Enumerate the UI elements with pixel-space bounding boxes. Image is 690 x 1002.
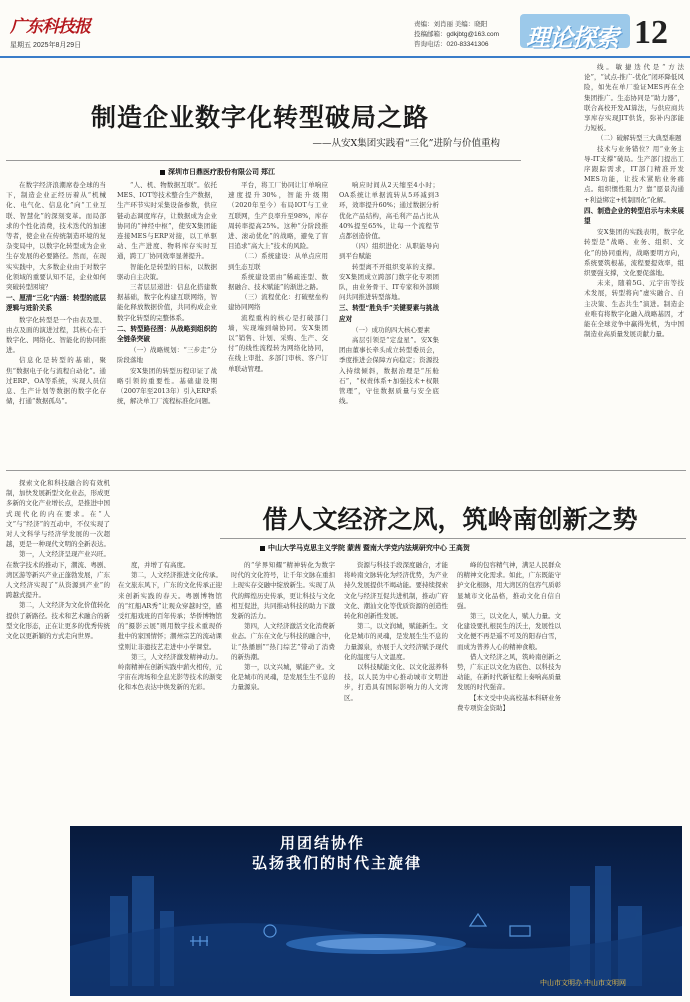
paragraph: 系统建设需由“稀疏连型、数据融合、技术赋能”的渐进之路。	[228, 272, 328, 292]
paragraph: 峰的包容精气神，满足人民群众的精神文化需求。如此，广东既能守护文化根脉，用大湾区的包容气质彰显城市文化品格，推动文化自信自强。	[457, 561, 561, 610]
article2-byline-text: 中山大学马克思主义学院 蒙茜 暨南大学党内法规研究中心 王高贺	[268, 545, 470, 552]
paragraph: 第二，以文润城，赋能新生。文化是城市的灵魂，是发展生生不息的力量源泉，亦展于人文经济赋予现代化的温度与人文温度。	[344, 622, 448, 661]
paragraph: 第二，人文经济推进文化传承。在文旅东风下，广东的文化传承正迎来创新实践的春天。粤剧博物馆的“红船AR秀”让观众穿越时空，感受红船戏班的百年传承；华侨博物馆的“摄影云展”则用数字技术重现侨批中的家国情怀；潮州宗艺的流动课堂则让非遗技艺走进中小学课堂。	[118, 571, 222, 651]
article2-headline: 借人文经济之风，筑岭南创新之势	[262, 505, 638, 534]
paragraph: 未来，随着5G、元宇宙等技术发展，转型将向“虚实融合、自主决策、生态共生”演进。制造企业唯有将数字化融入战略基因，才能在全球竞争中赢得先机，为中国制造业高质量发展贡献力量。	[584, 279, 684, 339]
masthead-divider	[0, 56, 690, 58]
paragraph: 高层引领是“定盘星”。安X集团由董事长牵头成立转型委员会，季度推进会保障方向稳定；资源投入持续倾斜，数据治理是“压舱石”，“权责体系+加强技术+权限管理”，守住数据质量与安全底线。	[339, 336, 439, 406]
masthead	[0, 0, 690, 62]
article2-rule	[220, 538, 686, 539]
paragraph: （一）战略规划：“三步走”分阶段落地	[117, 346, 217, 365]
page-number: 12	[634, 14, 668, 51]
newspaper-logo: 广东科技报	[10, 17, 90, 37]
paragraph: 转型离不开组织变革的支撑。安X集团成立跨部门数字化专项团队，由业务骨干、IT专家和外部顾问共同推进转型落地。	[339, 262, 439, 302]
article1-column-2	[117, 180, 217, 465]
editor-info	[414, 20, 499, 50]
paragraph: 响应时间从2天缩至4小时；OA系统让单据流转从5环减到3环，效率提升60%；通过数据分析优化产品结构，高毛利产品占比从40%提至65%，让每一个流程节点都创造价值。	[339, 181, 439, 241]
paragraph: 度，并增了有高度。	[131, 561, 190, 569]
issue-date: 星期五 2025年8月29日	[10, 42, 82, 49]
paragraph: 线。敏捷迭代是“方法论”，“试点-推广-优化”闭环降低风险，如先在单厂验证MES再在全集团推广。生态协同是“助力器”，联合高校开发AI算法，与供应商共享库存实现JIT供货，弥补内部能力短板。	[584, 63, 684, 133]
paragraph: 第三，以文化人，赋人力量。文化建设要扎根民生的沃土，发展性以文化便不再是遥不可及的阳春白雪，而成为普养人心的精神食粮。	[457, 612, 561, 651]
paragraph: “人、机、物数据互联”。依托MES、IOT等技术整合生产数据，生产环节实时采集设备参数，供应链动态调度库存，让数据成为企业协同的“神经中枢”，使安X集团能连接MES与ERP对接，以工单驱动、生产进度、物料库存实时互通，跨工厂协同效率显著提升。	[117, 181, 217, 261]
paragraph: （四）组织进化：从职能导向到平台赋能	[339, 242, 439, 261]
paragraph: 安X集团的实践表明，数字化转型是“战略、业务、组织、文化”的协同重构，战略要明方向，系统要筑根基，流程要提效率，组织要强支撑，文化要促落地。	[584, 228, 684, 278]
article2-column-4	[344, 560, 448, 818]
paragraph: 技术与业务错位？用“业务主导-IT支撑”破局。生产部门提出工序跟踪需求，IT部门精准开发MES功能，让技术紧贴业务痛点。组织惯性阻力？靠“愿景沟通+利益绑定+机制固化”化解。	[584, 144, 684, 204]
paragraph: 第二，人文经济为文化价值转化提供了新路径。技术和艺术融合的新型文化形态，正在让更多的优秀传统文化以更新颖的方式走向世界。	[6, 601, 110, 641]
paragraph: （三）流程优化：打破壁垒构建协同网络	[228, 293, 328, 312]
article1-byline-text: 深圳市日鼎医疗股份有限公司 郑江	[168, 169, 275, 176]
paragraph: 借人文经济之风，筑岭南创新之势，广东正以文化为底色、以科技为动能，在新时代新征程上奏响高质量发展的时代强音。	[457, 652, 561, 692]
article1-rule	[6, 160, 521, 161]
article1-byline	[160, 167, 275, 177]
paragraph: 探索文化和科技融合的有效机制，加快发展新型文化业态，形成更多新的文化产业增长点，是推进中国式现代化的内在要求。在“人文”与“经济”的互动中，不仅实现了对人文科学与经济学发展的一次超越，更是一种现代文明的全新表达。	[6, 479, 110, 549]
paragraph: 第四，人文经济激活文化消费新业态。广东在文化与科技的融合中，让“热播剧”“热门综艺”带动了消费的新热潮。	[231, 622, 335, 661]
article1-column-1	[6, 180, 106, 465]
paragraph: 数字化转型是一个由表及里、由点及面的演进过程，其核心在于数字化、网络化、智能化的协同推进。	[6, 315, 106, 355]
byline-square-icon	[260, 546, 265, 551]
paragraph: 第三，人文经济激发精神动力。岭南精神在创新实践中薪火相传，元宇宙在湾场和全息光影等技术的渐变化和本色表达中焕发新的光彩。	[118, 652, 222, 692]
paragraph: （一）成功的四大核心要素	[352, 325, 430, 334]
paragraph: 第一，以文兴城，赋能产业。文化是城市的灵魂，是发展生生不息的力量源泉。	[231, 663, 335, 692]
section-heading: 三、转型“胜负手”关键要素与挑战应对	[339, 304, 439, 323]
paragraph: 三者层层递进：信息化搭建数据基础，数字化构建互联网络，智能化释放数据价值，共同构成企业数字化转型的完整体系。	[117, 283, 217, 322]
section-heading: 四、制造企业的转型启示与未来展望	[584, 206, 684, 226]
paragraph: 智能化是转型的目标，以数据驱动自主决策。	[117, 262, 217, 281]
article2-column-3	[231, 560, 335, 818]
editor-line: 责编：刘肖丽 美编：晓阳	[414, 21, 488, 28]
article-divider	[6, 470, 686, 471]
ad-sponsor: 中山市文明办 中山市文明网	[540, 980, 626, 987]
phone-line: 咨询电话：020-83341306	[414, 41, 489, 48]
article2-column-2	[118, 560, 222, 818]
paragraph: 的“学界知耀”精神转化为数字时代的文化符号，让千年文脉在重扣上现实存交融中绽放新生。实现了从代的辉煌历史传承，更让科技与文化相互促进，共同推动科技的助力下激发新的活力。	[231, 561, 335, 621]
ad-headline-1: 用团结协作	[280, 834, 366, 852]
article2-byline	[260, 543, 470, 553]
article1-column-5	[584, 62, 684, 465]
paragraph: 资源与科技手段深度融合，才能将岭南文脉转化为经济优势，为产业持久发展提供不竭动能。要持续探索文化与经济互促共进机制，推动广府文化、潮汕文化等优质资源的创造性转化和创新性发展。	[344, 561, 448, 621]
paragraph: 【本文受中央高校基本科研业务费专项资金资助】	[457, 693, 561, 712]
byline-square-icon	[160, 170, 165, 175]
article2-column-1	[6, 478, 110, 818]
paragraph: 安X集团的转型历程印证了战略引领的重要性。基础建设期（2007年至2013年）引入ERP系统，解决单工厂流程标准化问题。	[117, 366, 217, 406]
paragraph: （二）破解转型三大典型难题	[597, 134, 682, 143]
article1-subheadline: ——从安X集团实践看“三化”进阶与价值重构	[312, 138, 500, 149]
article1-headline: 制造企业数字化转型破局之路	[90, 103, 429, 132]
section-heading: 二、转型路径图：从战略到组织的全链条突破	[117, 324, 217, 344]
paragraph: 在数字经济浪潮席卷全球的当下，制造企业正经历着从“机械化、电气化、信息化”向“工业互联、智慧化”的深刻变革。而局部求的个性化消费，技术迭代的加速等者，使企业在传统制造环境的复杂变局中，以数字化转型成为企业生存发展的必要路径。然而，在现实实践中，大多数企业由于对数字化领域的重要认知不足，企业如何突破转型困境？	[6, 181, 106, 292]
email-line: 投稿邮箱：gdkjbtg@163.com	[414, 31, 499, 38]
paragraph: 平台，将工厂协同让订单响应速度提升30%，智能升级期（2020年至今）布局IOT与工业互联网，生产良率升至98%，库存周转率提高25%。这种“分阶段推进、滚动优化”的战略，避免了盲目追求“高大上”技术的风险。	[228, 181, 328, 251]
paragraph: 流程重构的核心是打破部门墙，实现端到端协同。安X集团以“销售、计划、采购、生产、交付”的线性流程转为网络化协同，在线上审批、多部门审核、客户订单联动管理。	[228, 313, 328, 373]
article1-column-3	[228, 180, 328, 465]
article1-column-4	[339, 180, 439, 465]
ad-headline-2: 弘扬我们的时代主旋律	[252, 854, 423, 872]
paragraph: 第一，人文经济呈现产业兴旺。在数字技术的推动下，潮流、粤剧、湾区游等新兴产业正蓬勃发展，广东人文经济实现了“从资源到产业”的跨越式提升。	[6, 550, 110, 600]
section-title: 理论探索	[526, 24, 618, 52]
section-heading: 一、厘清“三化”内涵：转型的底层逻辑与进阶关系	[6, 294, 106, 313]
paragraph: （二）系统建设：从单点应用到生态互联	[228, 252, 328, 271]
paragraph: 信息化是转型的基础，聚焦“数据电子化与流程自动化”。通过ERP、OA等系统，实现人员信息、生产计划等数据的数字化存储，打通“数据孤岛”。	[6, 356, 106, 406]
paragraph: 以科技赋能文化、以文化滋养科技，以人民为中心推动城市文明进步，打造具有国际影响力的人文湾区。	[344, 663, 448, 702]
article2-column-5	[457, 560, 561, 818]
